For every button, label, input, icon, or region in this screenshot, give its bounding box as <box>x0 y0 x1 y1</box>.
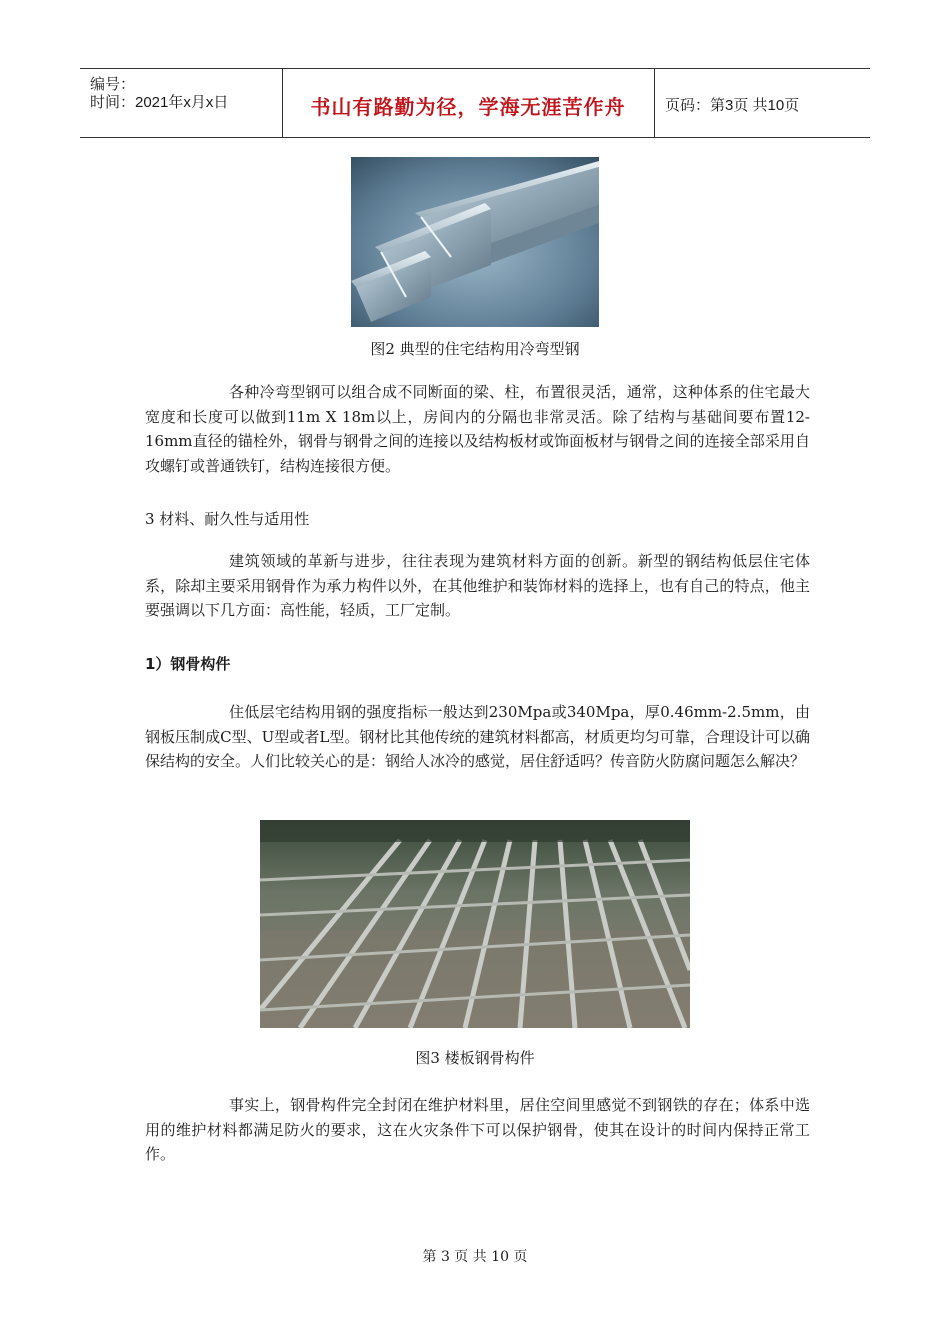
date-label: 时间：2021年x月x日 <box>90 94 229 111</box>
figure-3-caption: 图3 楼板钢骨构件 <box>415 1049 535 1067</box>
serial-label: 编号： <box>90 76 136 93</box>
figure-3-floor-framing-photo <box>260 820 690 1028</box>
paragraph-2: 建筑领域的革新与进步，往往表现为建筑材料方面的创新。新型的钢结构低层住宅体系，除却主要采用钢骨作为承力构件以外，在其他维护和装饰材料的选择上，也有自己的特点，他主要强调以下几方面：高性能，轻质，工厂定制。 <box>145 552 810 619</box>
page-code: 页码：第3页 共10页 <box>665 97 800 114</box>
header-page-cell <box>655 69 870 137</box>
subheading-steel-members: 1）钢骨构件 <box>145 655 231 673</box>
paragraph-3: 住低层宅结构用钢的强度指标一般达到230Mpa或340Mpa，厚0.46mm-2.5mm，由钢板压制成C型、U型或者L型。钢材比其他传统的建筑材料都高，材质更均匀可靠，合理设计可以确保结构的安全。人们比较关心的是：钢给人冰冷的感觉，居住舒适吗？传音防火防腐问题怎么解决？ <box>145 703 810 770</box>
header-motto-cell <box>282 69 655 137</box>
paragraph-1: 各种冷弯型钢可以组合成不同断面的梁、柱，布置很灵活，通常，这种体系的住宅最大宽度和长度可以做到11m X 18m以上，房间内的分隔也非常灵活。除了结构与基础间要布置12-16mm直径的锚栓外，钢骨与钢骨之间的连接以及结构板材或饰面板材与钢骨之间的连接全部采用自攻螺钉或普通铁钉，结构连接很方便。 <box>145 383 810 475</box>
section-3-heading: 3 材料、耐久性与适用性 <box>145 510 310 528</box>
header-info-cell <box>80 69 283 137</box>
figure-2-caption: 图2 典型的住宅结构用冷弯型钢 <box>370 340 580 358</box>
paragraph-4: 事实上，钢骨构件完全封闭在维护材料里，居住空间里感觉不到钢铁的存在；体系中选用的维护材料都满足防火的要求，这在火灾条件下可以保护钢骨，使其在设计的时间内保持正常工作。 <box>145 1096 810 1163</box>
page-header <box>80 68 870 138</box>
page-footer: 第 3 页 共 10 页 <box>422 1249 528 1265</box>
figure-2-steel-sections-photo <box>351 157 599 327</box>
motto-text: 书山有路勤为径，学海无涯苦作舟 <box>310 95 626 119</box>
